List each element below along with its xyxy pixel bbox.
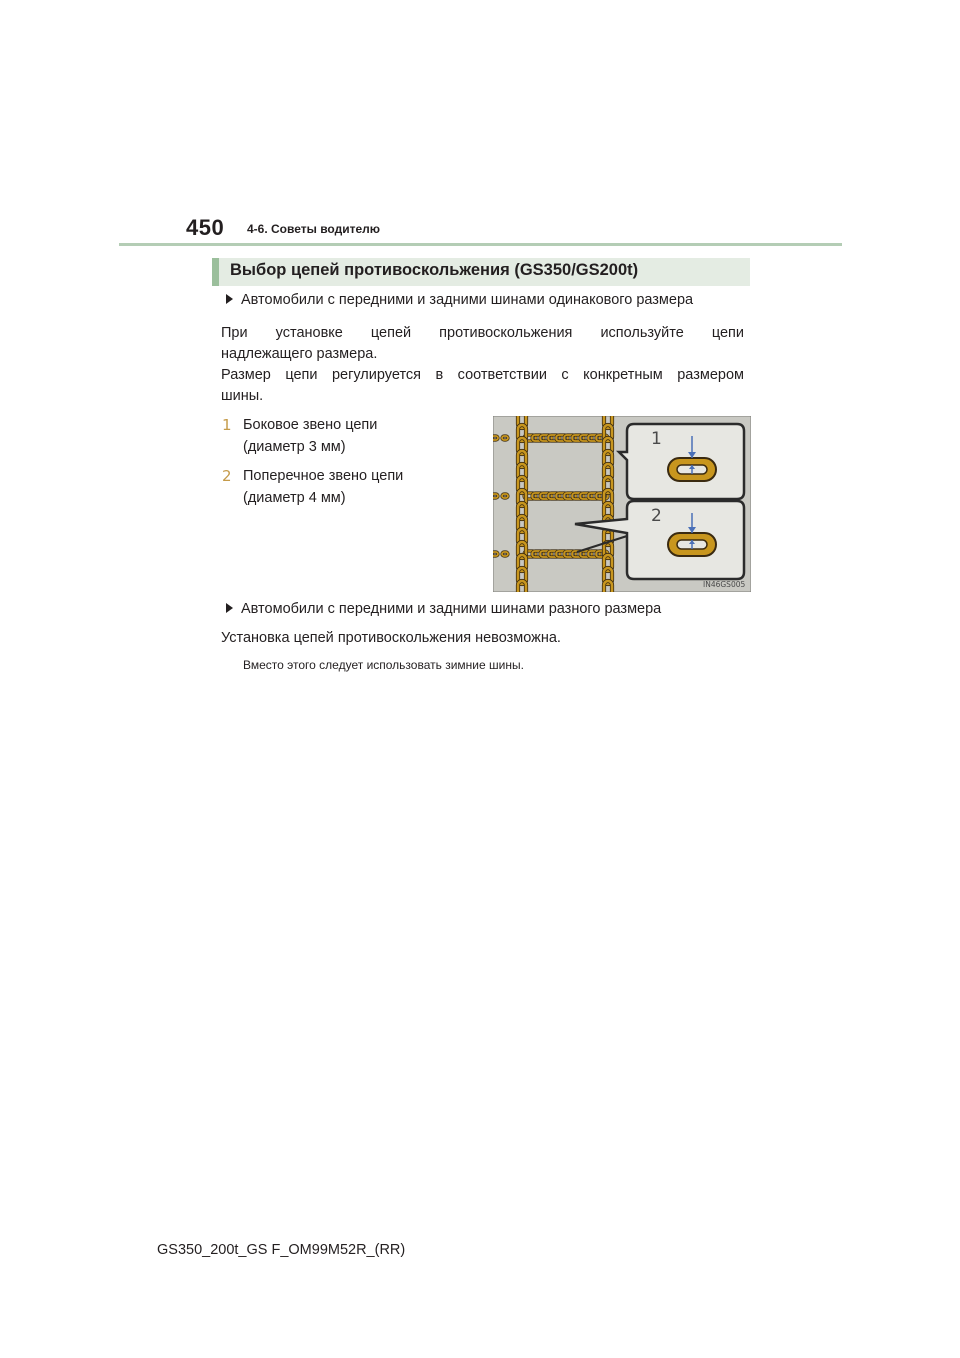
callout-2-number: 2 — [222, 467, 232, 485]
paragraph-line-2: надлежащего размера. — [221, 346, 378, 362]
figure-marker-1: 1 — [651, 429, 662, 449]
callout-2-line-2: (диаметр 4 мм) — [243, 490, 346, 506]
page-number: 450 — [186, 215, 225, 240]
header-rule — [119, 243, 842, 246]
paragraph-line-4: шины. — [221, 388, 264, 404]
figure-code: IN46GS005 — [703, 580, 746, 589]
bullet-same-size-text: Автомобили с передними и задними шинами одинакового размера — [241, 292, 694, 308]
callout-1-number: 1 — [222, 416, 232, 434]
callout-1-line-2: (диаметр 3 мм) — [243, 439, 346, 455]
snow-chain-figure — [493, 416, 751, 592]
note-text: Вместо этого следует использовать зимние шины. — [243, 658, 524, 672]
triangle-bullet-icon — [226, 603, 233, 613]
bullet-different-size — [226, 601, 661, 617]
section-title: Выбор цепей противоскольжения (GS350/GS200t) — [230, 261, 639, 279]
section-label: 4-6. Советы водителю — [247, 222, 381, 236]
not-possible-text: Установка цепей противоскольжения невозможна. — [221, 630, 561, 646]
figure-marker-2: 2 — [651, 506, 662, 526]
callout-1 — [222, 414, 232, 437]
paragraph-line-1: При установке цепей противоскольжения используйте цепи — [221, 325, 744, 341]
chain-illustration — [493, 416, 751, 592]
callout-2 — [222, 465, 232, 488]
bullet-same-size — [226, 292, 693, 308]
callout-1-line-1: Боковое звено цепи — [243, 417, 378, 433]
footer-code: GS350_200t_GS F_OM99M52R_(RR) — [157, 1242, 406, 1258]
paragraph-line-3: Размер цепи регулируется в соответствии с конкретным размером — [221, 367, 744, 383]
bullet-different-size-text: Автомобили с передними и задними шинами разного размера — [241, 601, 662, 617]
callout-2-line-1: Поперечное звено цепи — [243, 468, 404, 484]
triangle-bullet-icon — [226, 294, 233, 304]
section-title-bar — [212, 258, 750, 286]
